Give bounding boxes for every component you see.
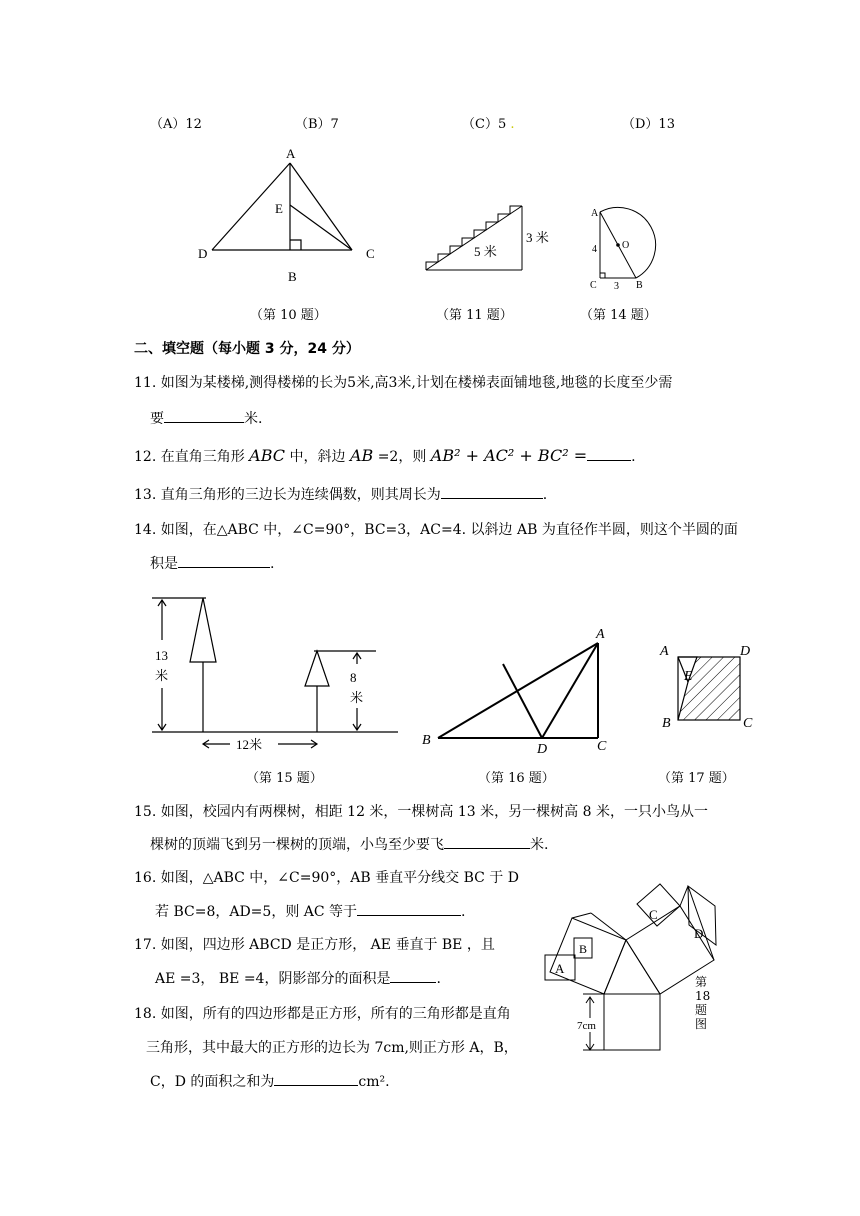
fig15-short-height: 8: [350, 670, 357, 685]
fig17-label-d: D: [740, 644, 751, 659]
figure-18: [545, 884, 716, 1050]
caption-q18: 第18题图: [695, 975, 711, 1031]
fig18-label-a: A: [555, 961, 565, 976]
fig18-side-label: 7cm: [577, 1020, 596, 1032]
fig17-label-c: C: [743, 716, 753, 731]
q16-line2: 若 BC=8，AD=5，则 AC 等于 .: [155, 901, 466, 921]
fig18-label-b: B: [579, 942, 588, 956]
fig14-label-bc: 3: [614, 281, 619, 292]
fig15-tall-unit: 米: [155, 668, 169, 683]
fig11-hyp-label: 5 米: [474, 244, 497, 259]
fig16-label-a: A: [596, 627, 605, 642]
fig16-label-b: B: [422, 733, 431, 748]
q14-answer-blank[interactable]: [178, 553, 270, 568]
option-a: （A）12: [150, 117, 202, 132]
figure-15: [152, 598, 398, 748]
fig17-label-e: E: [684, 669, 693, 684]
fig15-distance: 12米: [236, 737, 263, 752]
fig18-label-d: D: [694, 926, 704, 941]
q16-line1: 16. 如图，△ABC 中，∠C=90°，AB 垂直平分线交 BC 于 D: [134, 870, 519, 886]
fig10-label-c: C: [366, 246, 375, 261]
fig16-label-d: D: [537, 742, 548, 757]
option-b: （B）7: [295, 117, 339, 132]
fig11-height-label: 3 米: [526, 230, 549, 245]
q17-line2: AE =3， BE =4，阴影部分的面积是 .: [155, 968, 441, 988]
q11-line1: 11. 如图为某楼梯,测得楼梯的长为5米,高3米,计划在楼梯表面铺地毯,地毯的长度至少需: [134, 375, 673, 391]
q12-answer-blank[interactable]: [587, 446, 631, 461]
fig14-center-dot: [616, 243, 620, 247]
caption-q15: （第 15 题）: [246, 771, 323, 786]
fig15-short-unit: 米: [350, 690, 364, 705]
q14-line2: 积是 .: [150, 553, 274, 573]
option-c: （C）5 .: [462, 117, 515, 132]
figure-16: [438, 643, 598, 738]
fig14-label-o: O: [622, 240, 630, 251]
q11-answer-blank[interactable]: [164, 408, 244, 423]
caption-q11: （第 11 题）: [436, 308, 513, 323]
fig10-label-d: D: [198, 246, 208, 261]
caption-q17: （第 17 题）: [658, 771, 735, 786]
q18-line3: C，D 的面积之和为 cm².: [150, 1071, 390, 1091]
q17-answer-blank[interactable]: [390, 968, 436, 983]
option-d: （D）13: [622, 117, 675, 132]
fig16-label-c: C: [597, 739, 607, 754]
q18-answer-blank[interactable]: [274, 1071, 358, 1086]
fig14-label-c: C: [590, 280, 597, 291]
caption-q10: （第 10 题）: [250, 308, 327, 323]
fig10-label-e: E: [275, 201, 283, 216]
fig14-label-ac: 4: [592, 244, 597, 255]
q14-line1: 14. 如图，在△ABC 中，∠C=90°，BC=3，AC=4. 以斜边 AB 为直径作半圆，则这个半圆的面: [134, 522, 738, 538]
q15-line1: 15. 如图，校园内有两棵树，相距 12 米，一棵树高 13 米，另一棵树高 8 米，一只小鸟从一: [134, 804, 708, 820]
fig17-label-b: B: [662, 716, 671, 731]
fig15-tall-height: 13: [155, 648, 168, 663]
q13-line: 13. 直角三角形的三边长为连续偶数，则其周长为 .: [134, 484, 547, 504]
q11-line2: 要 米.: [150, 408, 262, 428]
caption-q16: （第 16 题）: [478, 771, 555, 786]
caption-q14: （第 14 题）: [580, 308, 657, 323]
fig17-shaded-region: [678, 657, 740, 720]
q12-line: 12. 在直角三角形 ABC 中，斜边 AB =2，则 AB² + AC² + BC² = .: [134, 446, 636, 465]
fig18-label-c: C: [649, 907, 658, 922]
q15-line2: 棵树的顶端飞到另一棵树的顶端，小鸟至少要飞 米.: [150, 834, 548, 854]
q18-line2: 三角形，其中最大的正方形的边长为 7cm,则正方形 A，B，: [146, 1040, 518, 1056]
section-title: 二、填空题（每小题 3 分，24 分）: [134, 341, 360, 357]
q13-answer-blank[interactable]: [441, 484, 543, 499]
fig14-label-a: A: [591, 208, 599, 219]
fig14-label-b: B: [636, 280, 643, 291]
q16-answer-blank[interactable]: [357, 901, 461, 916]
fig10-label-b: B: [288, 269, 297, 284]
fig10-label-a: A: [286, 146, 296, 161]
q17-line1: 17. 如图，四边形 ABCD 是正方形， AE 垂直于 BE ，且: [134, 937, 495, 953]
figure-11: [426, 206, 522, 270]
q15-answer-blank[interactable]: [444, 834, 530, 849]
fig17-label-a: A: [660, 644, 669, 659]
q18-line1: 18. 如图，所有的四边形都是正方形，所有的三角形都是直角: [134, 1006, 511, 1022]
